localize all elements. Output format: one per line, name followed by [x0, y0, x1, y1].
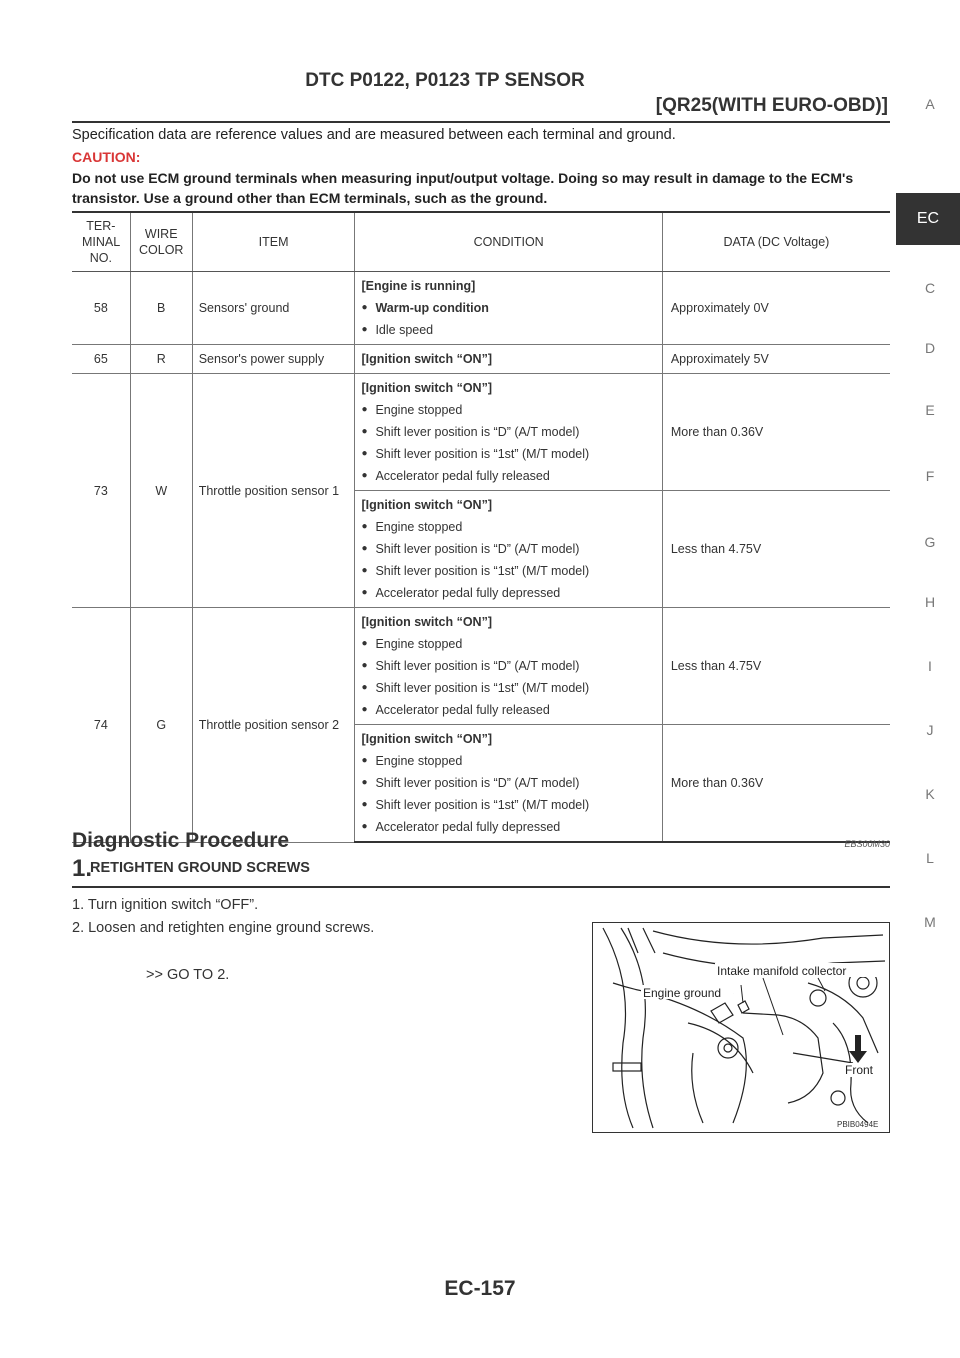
condition-item: ● Shift lever position is “D” (A/T model) [361, 421, 655, 443]
cell-item: Sensors' ground [192, 272, 355, 345]
step-title: RETIGHTEN GROUND SCREWS [90, 860, 310, 876]
cell-condition [355, 725, 662, 843]
cell-condition [355, 608, 662, 725]
condition-item: ● Accelerator pedal fully depressed [361, 582, 655, 604]
label-intake-manifold: Intake manifold collector [717, 964, 847, 978]
cell-data: Less than 4.75V [662, 608, 890, 725]
condition-item: ● Accelerator pedal fully depressed [361, 816, 655, 838]
section-title: Diagnostic Procedure [72, 829, 290, 852]
condition-item: ● Engine stopped [361, 399, 655, 421]
condition-item: ● Shift lever position is “1st” (M/T model) [361, 443, 655, 465]
side-index-c: C [924, 280, 936, 296]
side-index-e: E [925, 402, 935, 418]
engine-ground-illustration [593, 923, 889, 1132]
condition-item: ● Accelerator pedal fully released [361, 699, 655, 721]
col-terminal: TER-MINAL NO. [72, 212, 130, 272]
figure-code: PBIB0494E [837, 1120, 879, 1129]
side-index-l: L [926, 850, 934, 866]
condition-item: ● Shift lever position is “1st” (M/T model) [361, 677, 655, 699]
side-index-j: J [926, 722, 934, 738]
cell-terminal: 74 [72, 608, 130, 843]
table-row [72, 608, 890, 725]
condition-item: ● Shift lever position is “1st” (M/T model) [361, 560, 655, 582]
cell-data: Approximately 0V [662, 272, 890, 345]
cell-condition [355, 345, 662, 374]
condition-item: ● Shift lever position is “1st” (M/T model) [361, 794, 655, 816]
cell-data: More than 0.36V [662, 374, 890, 491]
side-index-a: A [925, 96, 935, 112]
side-index-m: M [924, 914, 936, 930]
condition-item: ● Engine stopped [361, 633, 655, 655]
side-index-ec: EC [896, 193, 960, 245]
condition-item: ● Idle speed [361, 319, 655, 341]
cell-condition [355, 272, 662, 345]
cell-condition [355, 491, 662, 608]
cell-terminal: 58 [72, 272, 130, 345]
condition-item: ● Shift lever position is “D” (A/T model) [361, 538, 655, 560]
condition-item: ● Engine stopped [361, 516, 655, 538]
section-code: EBS00M30 [844, 839, 890, 849]
condition-item: ● Engine stopped [361, 750, 655, 772]
step-item-1: 1. Turn ignition switch “OFF”. [72, 897, 259, 913]
col-item: ITEM [192, 212, 355, 272]
side-index-i: I [928, 658, 932, 674]
cell-terminal: 73 [72, 374, 130, 608]
header-rule [72, 121, 890, 123]
table-row [72, 374, 890, 491]
page-subtitle: [QR25(WITH EURO-OBD)] [655, 95, 888, 116]
side-index-d: D [924, 340, 936, 356]
table-header-row [72, 212, 890, 272]
cell-condition [355, 374, 662, 491]
condition-heading: [Ignition switch “ON”] [361, 498, 492, 512]
col-wire-color: WIRE COLOR [130, 212, 192, 272]
goto-next: >> GO TO 2. [146, 967, 230, 983]
condition-heading: [Ignition switch “ON”] [361, 732, 492, 746]
terminal-spec-table [72, 211, 890, 843]
table-row [72, 272, 890, 345]
condition-item: ● Accelerator pedal fully released [361, 465, 655, 487]
step-number: 1. [72, 855, 93, 882]
condition-item: ● Warm-up condition [361, 297, 655, 319]
cell-wire-color: G [130, 608, 192, 843]
table-row [72, 345, 890, 374]
engine-ground-figure [592, 922, 890, 1133]
caution-text: Do not use ECM ground terminals when measuring input/output voltage. Doing so may result in damage to the ECM's transistor. Use a ground other than ECM terminals, such as the ground. [72, 170, 854, 206]
cell-item: Throttle position sensor 2 [192, 608, 355, 843]
col-condition: CONDITION [355, 212, 662, 272]
side-index-h: H [924, 594, 936, 610]
caution-heading: CAUTION: [72, 149, 141, 165]
side-index-g: G [924, 534, 936, 550]
condition-item: ● Shift lever position is “D” (A/T model) [361, 655, 655, 677]
side-index-k: K [925, 786, 935, 802]
cell-item: Throttle position sensor 1 [192, 374, 355, 608]
cell-data: Less than 4.75V [662, 491, 890, 608]
cell-terminal: 65 [72, 345, 130, 374]
cell-item: Sensor's power supply [192, 345, 355, 374]
step-item-2: 2. Loosen and retighten engine ground screws. [72, 920, 375, 936]
page-title: DTC P0122, P0123 TP SENSOR [305, 70, 585, 91]
page-number: EC-157 [444, 1277, 516, 1300]
condition-item: ● Shift lever position is “D” (A/T model) [361, 772, 655, 794]
cell-wire-color: W [130, 374, 192, 608]
intro-text: Specification data are reference values and are measured between each terminal and ground. [72, 127, 676, 143]
cell-data: Approximately 5V [662, 345, 890, 374]
condition-heading: [Ignition switch “ON”] [361, 381, 492, 395]
condition-heading: [Ignition switch “ON”] [361, 352, 492, 366]
label-engine-ground: Engine ground [643, 986, 722, 1000]
side-index-f: F [925, 468, 935, 484]
col-data: DATA (DC Voltage) [662, 212, 890, 272]
cell-wire-color: B [130, 272, 192, 345]
step-rule [72, 886, 890, 888]
cell-data: More than 0.36V [662, 725, 890, 843]
condition-heading: [Engine is running] [361, 279, 476, 293]
condition-heading: [Ignition switch “ON”] [361, 615, 492, 629]
cell-wire-color: R [130, 345, 192, 374]
label-front: Front [845, 1063, 874, 1077]
